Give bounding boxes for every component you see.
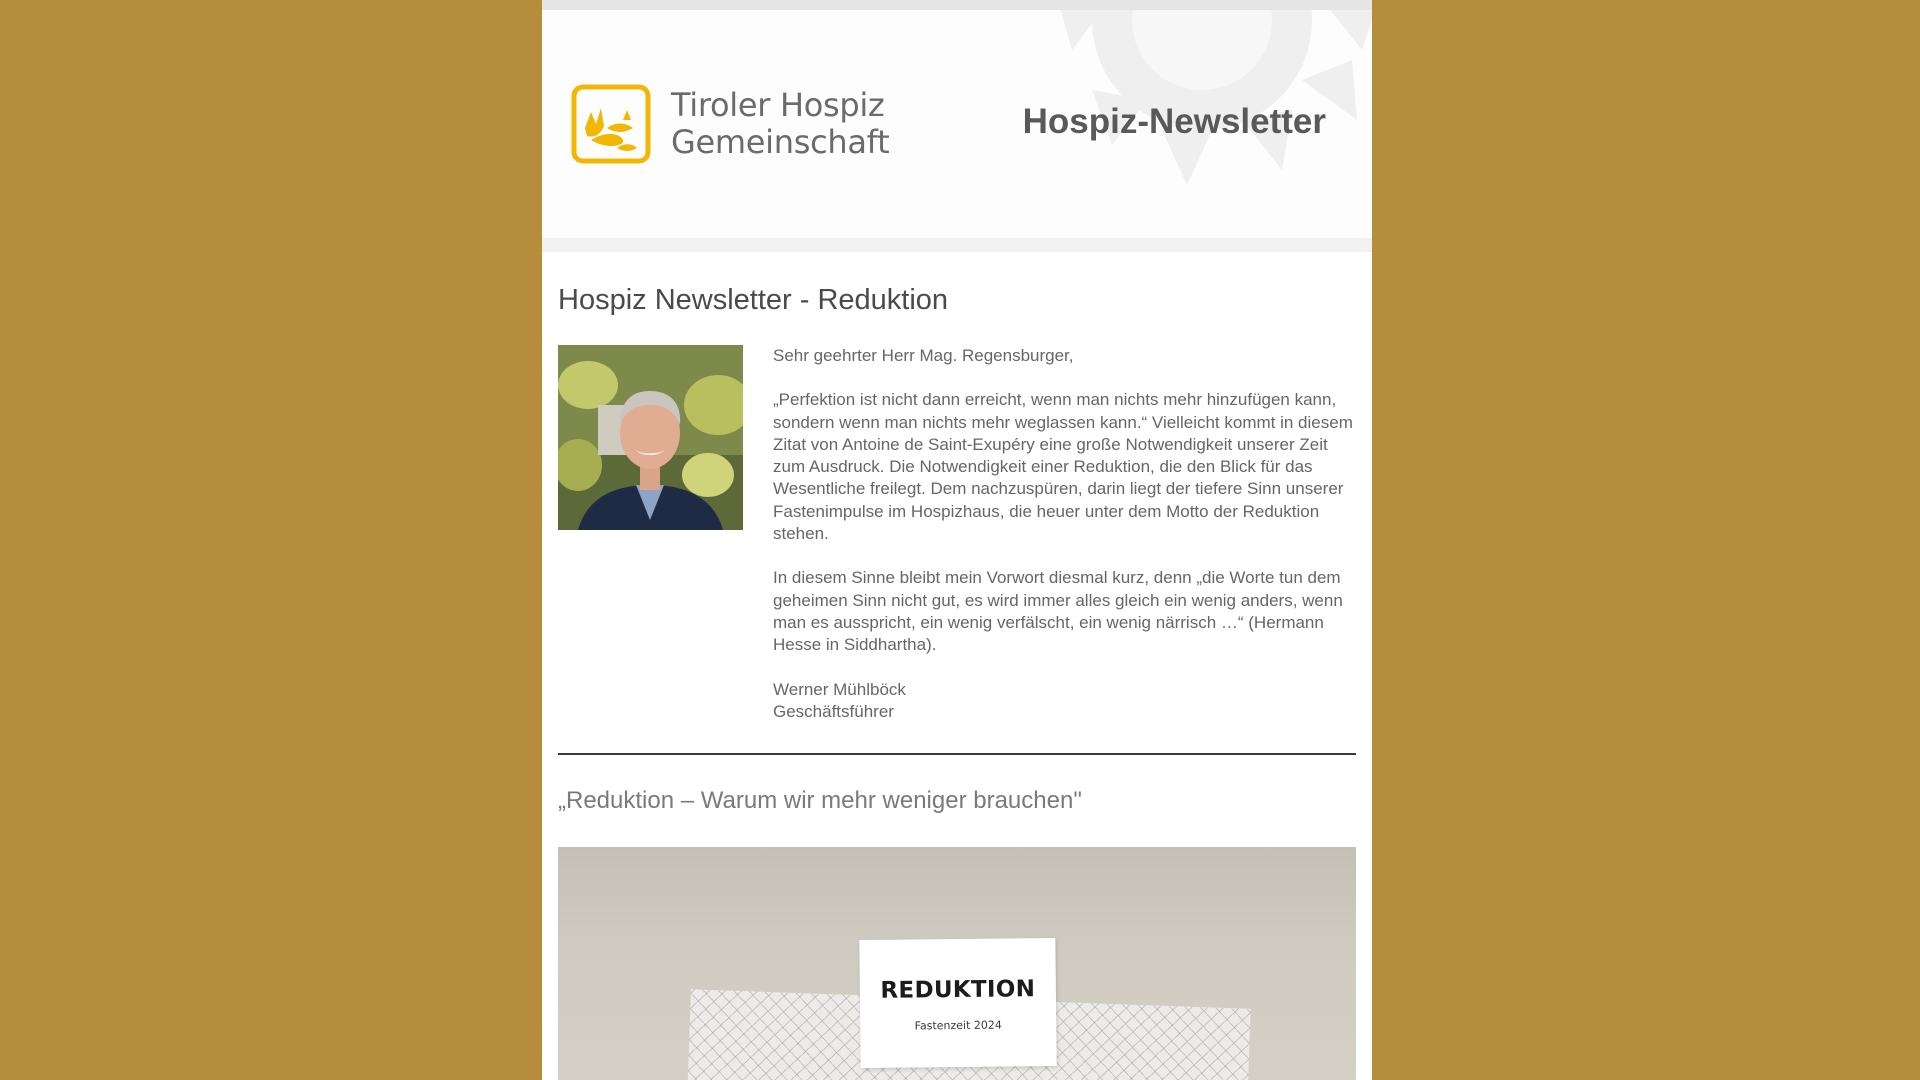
newsletter-email bbox=[542, 0, 1372, 1080]
newsletter-label: Hospiz-Newsletter bbox=[1022, 102, 1326, 141]
intro-letter bbox=[773, 345, 1356, 723]
photo-card-title: REDUKTION bbox=[880, 976, 1036, 1004]
article-photo bbox=[558, 847, 1356, 1080]
photo-card bbox=[859, 938, 1056, 1068]
section-title: „Reduktion – Warum wir mehr weniger brauchen" bbox=[558, 787, 1082, 815]
signature-name: Werner Mühlböck bbox=[773, 679, 906, 699]
article-title: Hospiz Newsletter - Reduktion bbox=[558, 284, 949, 316]
organization-logo[interactable] bbox=[571, 84, 889, 164]
logo-line-2: Gemeinschaft bbox=[671, 123, 890, 161]
portrait-image bbox=[558, 345, 743, 530]
header-divider-strip bbox=[542, 238, 1372, 252]
logo-line-1: Tiroler Hospiz bbox=[671, 86, 885, 124]
logo-wordmark bbox=[671, 87, 889, 161]
greeting: Sehr geehrter Herr Mag. Regensburger, bbox=[773, 346, 1074, 365]
letter-paragraph-1: „Perfektion ist nicht dann erreicht, wenn man nichts mehr hinzufügen kann, sondern wenn man nichts mehr weglassen kann.“ Vielleicht kommt in diesem Zitat von Antoine de Saint-Exupéry eine große Notwendigkeit unserer Zeit zum Ausdruck. Die Notwendigkeit einer Reduktion, die den Blick für das Wesentliche freilegt. Dem nachzuspüren, darin liegt der tiefere Sinn unserer Fastenimpulse im Hospizhaus, die heuer unter dem Motto der Reduktion stehen. bbox=[773, 390, 1353, 544]
flame-hands-logo-icon bbox=[571, 84, 651, 164]
photo-card-subtitle: Fastenzeit 2024 bbox=[914, 1018, 1002, 1033]
signature-role: Geschäftsführer bbox=[773, 701, 894, 721]
section-divider bbox=[558, 753, 1356, 755]
letter-paragraph-2: In diesem Sinne bleibt mein Vorwort diesmal kurz, denn „die Worte tun dem geheimen Sinn nicht gut, es wird immer alles gleich ein wenig anders, wenn man es ausspricht, ein wenig verfälscht, ein wenig närrisch …“ (Hermann Hesse in Siddhartha). bbox=[773, 568, 1343, 655]
newsletter-content bbox=[558, 252, 1356, 1080]
intro-section bbox=[558, 345, 1356, 723]
top-strip bbox=[542, 0, 1372, 10]
newsletter-header bbox=[542, 10, 1372, 238]
author-portrait bbox=[558, 345, 743, 530]
